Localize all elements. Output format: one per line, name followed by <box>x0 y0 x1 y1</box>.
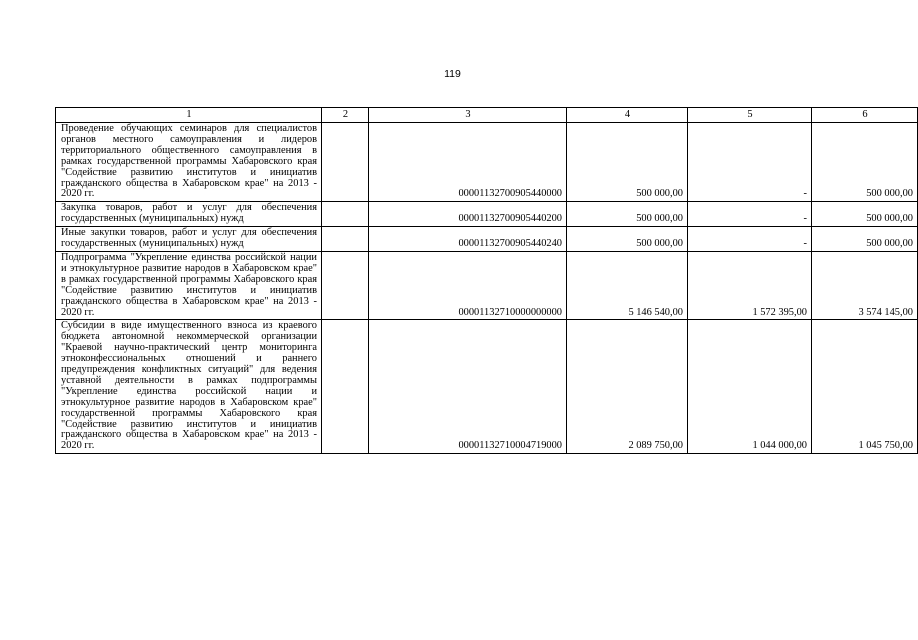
row-col5: 1 044 000,00 <box>688 320 812 454</box>
row-description: Проведение обучающих семинаров для специалистов органов местного самоуправления и лидеров территориального общественного самоуправления в рамках государственной программы Хабаровского края "Содействие развитию институтов и инициатив гражданского общества в Хабаровском крае" на 2013 - 2020 гг. <box>56 123 322 202</box>
row-col5: - <box>688 123 812 202</box>
row-col6: 500 000,00 <box>812 202 918 227</box>
column-header-3: 3 <box>369 108 567 123</box>
row-code: 00001132700905440240 <box>369 227 567 252</box>
budget-table <box>55 107 918 454</box>
row-col6: 1 045 750,00 <box>812 320 918 454</box>
row-col4: 5 146 540,00 <box>567 251 688 319</box>
row-col6: 500 000,00 <box>812 227 918 252</box>
row-description: Подпрограмма "Укрепление единства российской нации и этнокультурное развитие народов в Хабаровском крае" в рамках государственной программы Хабаровского края "Содействие развитию институтов и инициатив гражданского общества в Хабаровском крае" на 2013 - 2020 гг. <box>56 251 322 319</box>
row-code: 00001132700905440000 <box>369 123 567 202</box>
row-col6: 3 574 145,00 <box>812 251 918 319</box>
row-description: Субсидии в виде имущественного взноса из краевого бюджета автономной некоммерческой организации "Краевой научно-практический центр мониторинга этноконфессиональных отношений и раннего предупреждения конфликтных ситуаций" для ведения уставной деятельности в рамках подпрограммы "Укрепление единства российской нации и этнокультурное развитие народов в Хабаровском крае" государственной программы Хабаровского края "Содействие развитию институтов и инициатив гражданского общества в Хабаровском крае" на 2013 - 2020 гг. <box>56 320 322 454</box>
row-col2 <box>322 251 369 319</box>
row-code: 00001132710000000000 <box>369 251 567 319</box>
column-header-2: 2 <box>322 108 369 123</box>
row-code: 00001132710004719000 <box>369 320 567 454</box>
row-code: 00001132700905440200 <box>369 202 567 227</box>
row-col4: 500 000,00 <box>567 123 688 202</box>
column-header-6: 6 <box>812 108 918 123</box>
table-row <box>56 202 918 227</box>
table-row <box>56 251 918 319</box>
page-number: 119 <box>444 68 461 80</box>
row-col5: - <box>688 227 812 252</box>
row-col2 <box>322 202 369 227</box>
row-col4: 500 000,00 <box>567 227 688 252</box>
row-description: Закупка товаров, работ и услуг для обеспечения государственных (муниципальных) нужд <box>56 202 322 227</box>
row-col5: 1 572 395,00 <box>688 251 812 319</box>
row-col2 <box>322 123 369 202</box>
column-header-1: 1 <box>56 108 322 123</box>
table-header-row <box>56 108 918 123</box>
row-col4: 2 089 750,00 <box>567 320 688 454</box>
column-header-4: 4 <box>567 108 688 123</box>
table-row <box>56 320 918 454</box>
row-col6: 500 000,00 <box>812 123 918 202</box>
column-header-5: 5 <box>688 108 812 123</box>
table-row <box>56 227 918 252</box>
row-description: Иные закупки товаров, работ и услуг для обеспечения государственных (муниципальных) нужд <box>56 227 322 252</box>
table-row <box>56 123 918 202</box>
row-col2 <box>322 227 369 252</box>
row-col2 <box>322 320 369 454</box>
row-col5: - <box>688 202 812 227</box>
row-col4: 500 000,00 <box>567 202 688 227</box>
